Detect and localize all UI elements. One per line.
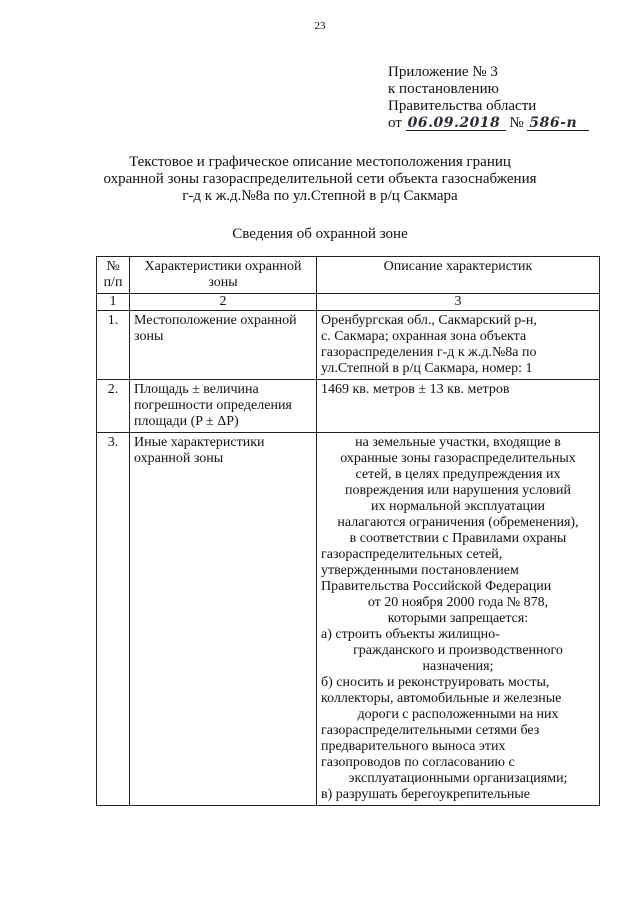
- row-description: [317, 380, 600, 433]
- section-subtitle: Сведения об охранной зоне: [232, 226, 408, 242]
- description-line: охранные зоны газораспределительных: [340, 451, 576, 466]
- description-line: коллекторы, автомобильные и железные: [321, 691, 562, 706]
- description-line: газопроводов по согласованию с: [321, 755, 515, 770]
- date-field: [406, 117, 506, 131]
- title-line-1: Текстовое и графическое описание местоположения границ: [129, 154, 511, 170]
- appendix-line-2: к постановлению: [388, 81, 499, 97]
- description-line: предварительного выноса этих: [321, 739, 506, 754]
- header-number-line-2: п/п: [103, 275, 123, 290]
- index-cell: 1: [97, 294, 130, 311]
- row-characteristic: Площадь ± величина погрешности определения площади (P ± ΔP): [130, 380, 317, 433]
- description-line: налагаются ограничения (обременения),: [337, 515, 579, 530]
- header-number: [97, 257, 130, 294]
- description-line: а) строить объекты жилищно-: [321, 627, 500, 642]
- description-line: сетей, в целях предупреждения их: [355, 467, 561, 482]
- appendix-line-4: [388, 115, 589, 132]
- row-number: 3.: [97, 433, 130, 806]
- protection-zone-table: [96, 256, 600, 806]
- description-line: Правительства Российской Федерации: [321, 579, 552, 594]
- row-description: [317, 433, 600, 806]
- description-line: газораспределительных сетей,: [321, 547, 503, 562]
- description-line: повреждения или нарушения условий: [345, 483, 571, 498]
- header-number-line-1: №: [106, 259, 120, 274]
- description-line: на земельные участки, входящие в: [355, 435, 561, 450]
- description-line: утвержденными постановлением: [321, 563, 519, 578]
- description-line: которыми запрещается:: [387, 611, 529, 626]
- header-description: Описание характеристик: [317, 257, 600, 294]
- row-characteristic: Иные характеристики охранной зоны: [130, 433, 317, 806]
- description-line: Оренбургская обл., Сакмарский р-н,: [321, 313, 537, 328]
- description-line: в) разрушать берегоукрепительные: [321, 787, 531, 802]
- table-index-row: [97, 294, 600, 311]
- description-line: эксплуатационными организациями;: [348, 771, 568, 786]
- table-row: [97, 311, 600, 380]
- appendix-num-sign: №: [509, 115, 524, 131]
- description-line: их нормальной эксплуатации: [370, 499, 546, 514]
- description-line: 1469 кв. метров ± 13 кв. метров: [321, 382, 510, 397]
- description-line: б) сносить и реконструировать мосты,: [321, 675, 550, 690]
- appendix-line-3: Правительства области: [388, 98, 537, 114]
- number-field: [527, 117, 589, 131]
- description-line: в соответствии с Правилами охраны: [349, 531, 567, 546]
- description-line: гражданского и производственного: [353, 643, 563, 658]
- appendix-line-1: Приложение № 3: [388, 64, 498, 80]
- row-characteristic: Местоположение охранной зоны: [130, 311, 317, 380]
- description-line: газораспределения г-д к ж.д.№8а по: [321, 345, 537, 360]
- page-number: 23: [314, 20, 326, 32]
- description-line: назначения;: [422, 659, 494, 674]
- row-description: [317, 311, 600, 380]
- appendix-block: [388, 64, 589, 132]
- table-row: [97, 433, 600, 806]
- handwritten-date: 06.09.2018: [407, 115, 501, 131]
- document-title: [0, 154, 640, 205]
- description-line: ул.Степной в р/ц Сакмара, номер: 1: [321, 361, 533, 376]
- row-number: 2.: [97, 380, 130, 433]
- appendix-ot: от: [388, 115, 402, 131]
- description-line: с. Сакмара; охранная зона объекта: [321, 329, 527, 344]
- row-number: 1.: [97, 311, 130, 380]
- description-line: от 20 ноября 2000 года № 878,: [367, 595, 549, 610]
- handwritten-number: 586-п: [529, 115, 578, 131]
- title-line-3: г-д к ж.д.№8а по ул.Степной в р/ц Сакмара: [182, 188, 458, 204]
- table-header-row: [97, 257, 600, 294]
- index-cell: 2: [130, 294, 317, 311]
- header-characteristics: Характеристики охранной зоны: [130, 257, 317, 294]
- index-cell: 3: [317, 294, 600, 311]
- description-line: дороги с расположенными на них: [357, 707, 559, 722]
- title-line-2: охранной зоны газораспределительной сети объекта газоснабжения: [103, 171, 537, 187]
- description-line: газораспределительными сетями без: [321, 723, 540, 738]
- table-row: [97, 380, 600, 433]
